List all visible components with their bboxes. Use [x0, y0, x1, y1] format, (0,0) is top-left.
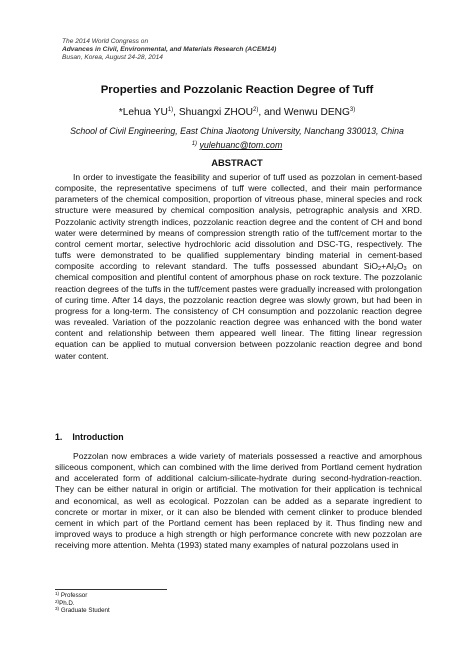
email-link[interactable]: yulehuanc@tom.com: [199, 140, 283, 150]
footnote-3-mark: 3): [55, 606, 60, 612]
author-3: , and Wenwu DENG: [258, 107, 350, 118]
author-list: [0, 107, 474, 118]
introduction-body: [55, 451, 422, 551]
footnote-3-text: Graduate Student: [60, 607, 110, 615]
author-1: *Lehua YU: [118, 107, 168, 118]
author-1-mark: 1): [167, 107, 174, 113]
abstract-text-1: In order to investigate the feasibility and superior of tuff used as pozzolan in cement-based composite, the representative specimens of tuff were collected, and their main performance parameters of the chemical composition, proportion of vitreous phase, mineral species and rock structure were measured by chemical composition analysis, petrographic analysis and XRD. Pozzolanic activity strength indices, pozzolanic reaction degree and the content of CH and bond water were determined by means of compression strength ratio of the tuff/cement mortar to the control cement mortar, selective hydrochloric acid dissolution and DSC-TG, respectively. The tuffs were demonstrated to be qualified supplementary binding material in cement-based composite according to relevant standard. The tuffs possessed abundant SiO: [55, 172, 422, 272]
footnote-2-mark: 2): [55, 598, 60, 604]
author-2: , Shuangxi ZHOU: [173, 107, 254, 118]
conference-line-3: Busan, Korea, August 24-28, 2014: [62, 54, 163, 62]
abstract-text-2: on chemical composition and plentiful content of amorphous phase on rock texture. The pozzolanic reaction degrees of the tuffs in the tuff/cement pastes were gradually increased with prolongation of curing time. After 14 days, the pozzolanic reaction degree was slowly grown, but had been in progress for a long-term. The consistency of CH consumption and pozzolanic reaction degree was revealed. Variation of the pozzolanic reaction degree was enhanced with the bond water content and relationship between them appeared well linear. The fitting linear regression equation can be applied to mutual conversion between pozzolanic reaction degree and bond water content.: [55, 261, 422, 361]
contact-email: [0, 140, 474, 150]
formula-sub-1: 2: [378, 266, 382, 273]
formula-mid-2: O: [396, 261, 404, 272]
paper-title: Properties and Pozzolanic Reaction Degree of Tuff: [100, 84, 374, 96]
affiliation: School of Civil Engineering, East China Jiaotong University, Nanchang 330013, China: [70, 126, 404, 136]
introduction-paragraph: Pozzolan now embraces a wide variety of materials possessed a reactive and amorphous siliceous component, which can combined with the lime derived from Portland cement hydration and accelerated form of additional calcium-silicate-hydrate during second-hydration-reaction. They can be either natural in origin or artificial. The motivation for their application is technical and economical, as well as ecological. Pozzolan can be added as a separate ingredient to concrete or mortar in mixer, or it can also be blended with cement clinker to produce blended cement in which part of the Portland cement has been replaced by it. Thus finding new and improved ways to produce a high strength or high performance concrete with new pozzolan are receiving more attention. Mehta (1993) stated many examples of natural pozzolans used in: [55, 451, 422, 551]
author-3-mark: 3): [349, 107, 356, 113]
section-title: Introduction: [72, 432, 124, 442]
footnote-1-text: Professor: [60, 592, 88, 599]
email-mark: 1): [191, 141, 198, 147]
formula-sub-2: 2: [393, 266, 397, 273]
conference-line-2: Advances in Civil, Environmental, and Materials Research (ACEM14): [62, 46, 277, 54]
abstract-body: [55, 172, 422, 362]
conference-line-1: The 2014 World Congress on: [62, 38, 149, 45]
footnote-divider: [55, 589, 167, 590]
abstract-heading: ABSTRACT: [211, 157, 263, 168]
formula-mid-1: +Al: [381, 261, 394, 272]
footnotes: [55, 592, 110, 615]
author-2-mark: 2): [253, 107, 259, 113]
footnote-3: [55, 607, 110, 615]
section-number: 1.: [55, 432, 63, 442]
conference-header: [62, 38, 382, 63]
abstract-paragraph: [55, 172, 422, 362]
formula-sub-3: 3: [403, 266, 407, 273]
footnote-1-mark: 1): [55, 591, 60, 596]
footnote-1: [55, 592, 110, 600]
footnote-2-text: Ph.D.: [59, 599, 75, 607]
section-heading-introduction: [55, 432, 124, 442]
